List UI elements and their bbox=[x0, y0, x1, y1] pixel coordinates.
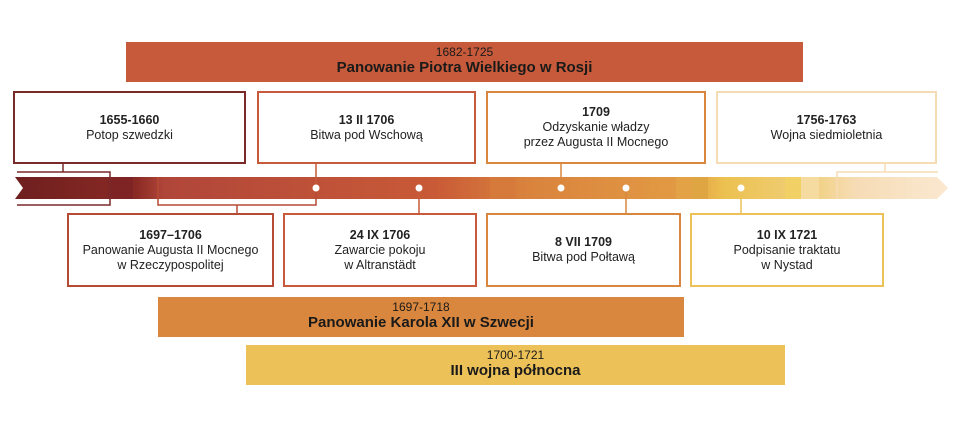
timeline-segment bbox=[108, 177, 133, 199]
event-box-wojna-siedmioletnia bbox=[716, 91, 937, 164]
timeline-segment bbox=[676, 177, 692, 199]
event-box-odzyskanie bbox=[486, 91, 706, 164]
timeline-segment bbox=[785, 177, 801, 199]
event-box-altranstadt bbox=[283, 213, 477, 287]
event-dot bbox=[623, 185, 630, 192]
event-box-poltawa bbox=[486, 213, 681, 287]
event-dot bbox=[558, 185, 565, 192]
reign-range: 1700-1721 bbox=[486, 348, 545, 362]
event-desc: Panowanie Augusta II Mocnego w Rzeczypospolitej bbox=[82, 242, 259, 272]
event-box-wschowa bbox=[257, 91, 476, 164]
event-desc: Wojna siedmioletnia bbox=[770, 127, 883, 142]
reign-title: Panowanie Karola XII w Szwecji bbox=[308, 314, 534, 331]
event-desc: Bitwa pod Połtawą bbox=[532, 250, 635, 264]
event-date: 1697–1706 bbox=[139, 227, 202, 242]
timeline-segment bbox=[692, 177, 708, 199]
reign-title: III wojna północna bbox=[450, 362, 581, 379]
event-date: 1756-1763 bbox=[796, 112, 857, 127]
timeline-segment bbox=[801, 177, 819, 199]
event-date: 13 II 1706 bbox=[338, 112, 395, 127]
event-date: 1709 bbox=[582, 105, 610, 119]
event-date: 1655-1660 bbox=[99, 112, 160, 127]
event-box-nystad bbox=[690, 213, 884, 287]
reign-title: Panowanie Piotra Wielkiego w Rosji bbox=[336, 59, 593, 76]
event-date: 24 IX 1706 bbox=[349, 227, 411, 242]
event-desc: Potop szwedzki bbox=[86, 127, 173, 142]
event-dot bbox=[313, 185, 320, 192]
event-desc: Odzyskanie władzy przez Augusta II Mocnego bbox=[523, 120, 669, 149]
event-date: 10 IX 1721 bbox=[756, 227, 818, 242]
event-desc: Zawarcie pokoju w Altranstädt bbox=[334, 242, 426, 272]
reign-range: 1682-1725 bbox=[435, 45, 494, 59]
timeline-segment bbox=[490, 177, 515, 199]
event-box-potop bbox=[13, 91, 246, 164]
event-desc: Bitwa pod Wschową bbox=[310, 127, 423, 142]
event-box-august bbox=[67, 213, 274, 287]
event-date: 8 VII 1709 bbox=[555, 235, 612, 249]
reign-range: 1697-1718 bbox=[392, 300, 450, 314]
event-desc: Podpisanie traktatu w Nystad bbox=[733, 242, 841, 272]
event-dot bbox=[416, 185, 423, 192]
event-dot bbox=[738, 185, 745, 192]
